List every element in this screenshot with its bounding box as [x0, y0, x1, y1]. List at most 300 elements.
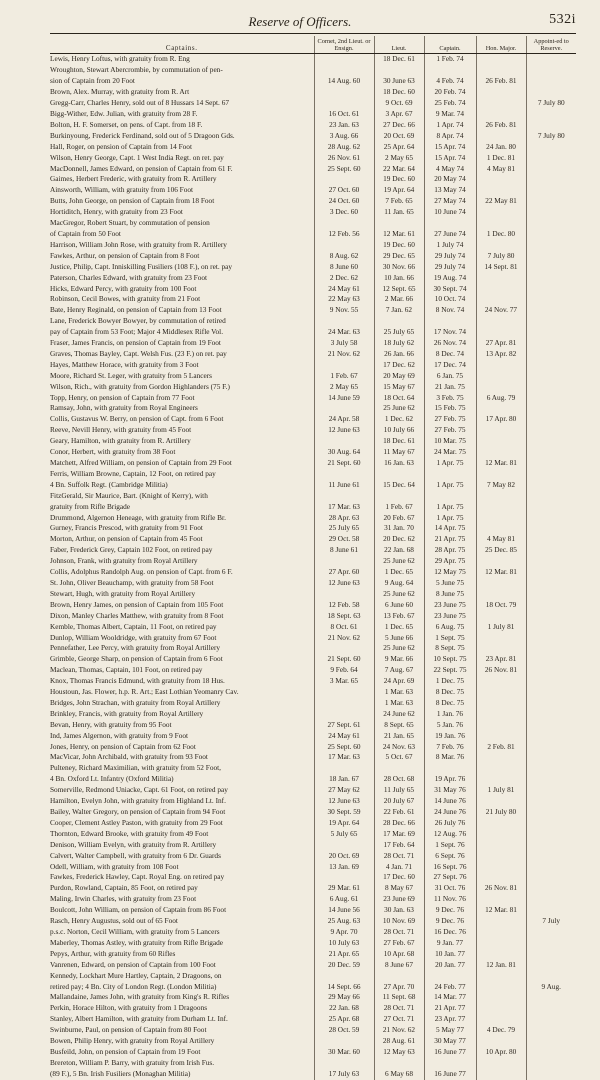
officer-name: Denison, William Evelyn, with gratuity from R. Artillery: [50, 839, 217, 849]
lieut-date: 2 Mar. 66: [374, 294, 424, 305]
table-row: [50, 414, 576, 425]
appointed-date: [526, 589, 576, 600]
captain-date: 29 Apr. 75: [424, 556, 476, 567]
appointed-date: [526, 927, 576, 938]
hon-major-date: [476, 578, 526, 589]
officer-name: 4 Bn. Oxford Lt. Infantry (Oxford Militia): [50, 774, 174, 784]
cornet-date: [314, 971, 374, 982]
lieut-date: 22 Feb. 61: [374, 807, 424, 818]
table-row: [50, 752, 576, 763]
officer-name: Butts, John George, on pension of Captain from 18 Foot: [50, 196, 215, 206]
lieut-date: 11 Jan. 65: [374, 207, 424, 218]
table-row: [50, 316, 576, 327]
officer-name: Reeve, Nevill Henry, with gratuity from 45 Foot: [50, 425, 192, 435]
officer-name: Thornton, Edward Brooke, with gratuity from 49 Foot: [50, 828, 209, 838]
table-row: [50, 862, 576, 873]
cornet-date: 24 Oct. 60: [314, 196, 374, 207]
table-row: [50, 76, 576, 87]
captain-date: 15 Apr. 74: [424, 142, 476, 153]
officer-name: Busfeild, John, on pension of Captain from 19 Foot: [50, 1046, 201, 1056]
appointed-date: [526, 840, 576, 851]
hon-major-date: [476, 131, 526, 142]
appointed-date: [526, 829, 576, 840]
captain-date: 27 Sept. 76: [424, 872, 476, 883]
officer-name: Bate, Henry Reginald, on pension of Captain from 13 Foot: [50, 305, 222, 315]
table-row: [50, 229, 576, 240]
captain-date: 5 June 75: [424, 578, 476, 589]
lieut-date: 1 Dec. 65: [374, 567, 424, 578]
appointed-date: [526, 883, 576, 894]
table-row: [50, 349, 576, 360]
hon-major-date: [476, 796, 526, 807]
hon-major-date: [476, 371, 526, 382]
table-row: [50, 142, 576, 153]
captain-date: 6 Jan. 75: [424, 371, 476, 382]
table-row: [50, 65, 576, 76]
table-row: [50, 131, 576, 142]
appointed-date: [526, 665, 576, 676]
lieut-date: [374, 218, 424, 229]
table-row: [50, 720, 576, 731]
hon-major-date: [476, 360, 526, 371]
appointed-date: [526, 76, 576, 87]
cornet-date: [314, 556, 374, 567]
captain-date: 11 Nov. 76: [424, 894, 476, 905]
hon-major-date: [476, 491, 526, 502]
hon-major-date: 13 Apr. 82: [476, 349, 526, 360]
officer-name: Harrison, William John Rose, with gratuity from R. Artillery: [50, 239, 227, 249]
lieut-date: 1 Mar. 63: [374, 698, 424, 709]
captain-date: 21 Jan. 75: [424, 382, 476, 393]
lieut-date: 25 June 62: [374, 643, 424, 654]
captain-date: 16 June 77: [424, 1047, 476, 1058]
appointed-date: 9 Aug.: [526, 982, 576, 993]
captain-date: 4 May 74: [424, 164, 476, 175]
captain-date: 30 Sept. 74: [424, 284, 476, 295]
captain-date: [424, 469, 476, 480]
cornet-date: 23 Jan. 63: [314, 120, 374, 131]
hon-major-date: [476, 98, 526, 109]
officer-name: p.s.c. Norton, Cecil William, with gratuity from 5 Lancers: [50, 926, 220, 936]
officer-name: Faber, Frederick Grey, Captain 102 Foot, on retired pay: [50, 545, 213, 555]
cornet-date: 21 Apr. 65: [314, 949, 374, 960]
appointed-date: 7 July 80: [526, 131, 576, 142]
officer-name: Purdon, Rowland, Captain, 85 Foot, on retired pay: [50, 883, 198, 893]
table-row: [50, 611, 576, 622]
captain-date: 16 Dec. 76: [424, 927, 476, 938]
captain-date: 1 Dec. 75: [424, 676, 476, 687]
appointed-date: [526, 1058, 576, 1069]
officer-name: Perkin, Horace Hilton, with gratuity from 1 Dragoons: [50, 1003, 208, 1013]
appointed-date: [526, 611, 576, 622]
officer-name: Bridges, John Strachan, with gratuity from Royal Artillery: [50, 697, 221, 707]
table-row: [50, 774, 576, 785]
captain-date: 21 Apr. 75: [424, 534, 476, 545]
lieut-date: 21 Jan. 65: [374, 731, 424, 742]
lieut-date: 22 Mar. 64: [374, 164, 424, 175]
table-row: [50, 665, 576, 676]
cornet-date: 14 June 56: [314, 905, 374, 916]
lieut-date: 18 Dec. 60: [374, 87, 424, 98]
lieut-date: 28 Oct. 68: [374, 774, 424, 785]
table-row: [50, 425, 576, 436]
hon-major-date: 6 Aug. 79: [476, 393, 526, 404]
appointed-date: [526, 1003, 576, 1014]
officer-name: Fawkes, Frederick Hawley, Capt. Royal Eng. on retired pay: [50, 872, 225, 882]
captain-date: 14 Mar. 77: [424, 992, 476, 1003]
officer-name: sion of Captain from 20 Foot: [50, 76, 135, 86]
table-row: [50, 742, 576, 753]
table-row: [50, 872, 576, 883]
lieut-date: 3 Apr. 67: [374, 109, 424, 120]
cornet-date: 29 Oct. 58: [314, 534, 374, 545]
hon-major-date: [476, 513, 526, 524]
appointed-date: [526, 164, 576, 175]
table-row: [50, 818, 576, 829]
captain-date: 1 Apr. 75: [424, 513, 476, 524]
hon-major-date: 1 Dec. 81: [476, 153, 526, 164]
captain-date: 27 June 74: [424, 229, 476, 240]
lieut-date: [374, 316, 424, 327]
hon-major-date: [476, 763, 526, 774]
table-row: [50, 600, 576, 611]
cornet-date: 14 Aug. 60: [314, 76, 374, 87]
appointed-date: [526, 578, 576, 589]
captain-date: 30 May 77: [424, 1036, 476, 1047]
appointed-date: [526, 698, 576, 709]
lieut-date: 29 Dec. 65: [374, 251, 424, 262]
lieut-date: 24 Nov. 63: [374, 742, 424, 753]
cornet-date: 17 Mar. 63: [314, 752, 374, 763]
hon-major-date: 26 Nov. 81: [476, 883, 526, 894]
lieut-date: 20 Oct. 69: [374, 131, 424, 142]
captain-date: 8 Mar. 76: [424, 752, 476, 763]
officer-name: Conor, Herbert, with gratuity from 38 Foot: [50, 447, 176, 457]
appointed-date: [526, 480, 576, 491]
lieut-date: 28 Oct. 71: [374, 851, 424, 862]
hon-major-date: [476, 1058, 526, 1069]
appointed-date: [526, 54, 576, 65]
captain-date: [424, 218, 476, 229]
appointed-date: [526, 327, 576, 338]
cornet-date: 30 Sept. 59: [314, 807, 374, 818]
table-row: [50, 960, 576, 971]
table-row: [50, 763, 576, 774]
hon-major-date: 12 Jan. 81: [476, 960, 526, 971]
hon-major-date: 18 Oct. 79: [476, 600, 526, 611]
hon-major-date: [476, 687, 526, 698]
table-row: [50, 207, 576, 218]
cornet-date: 3 Aug. 66: [314, 131, 374, 142]
appointed-date: [526, 807, 576, 818]
captain-date: 12 Aug. 76: [424, 829, 476, 840]
officer-name: Maberley, Thomas Astley, with gratuity from Rifle Brigade: [50, 937, 223, 947]
captain-date: 8 Dec. 75: [424, 698, 476, 709]
officer-name: Fraser, James Francis, on pension of Captain from 19 Foot: [50, 338, 221, 348]
captain-date: 29 July 74: [424, 251, 476, 262]
lieut-date: 20 Feb. 67: [374, 513, 424, 524]
captain-date: 19 Aug. 74: [424, 273, 476, 284]
officer-name: Graves, Thomas Bayley, Capt. Welsh Fus. (23 F.) on ret. pay: [50, 348, 227, 358]
appointed-date: [526, 469, 576, 480]
table-row: [50, 851, 576, 862]
officer-name: Mallandaine, James John, with gratuity from King's R. Rifles: [50, 992, 230, 1002]
cornet-date: 21 Nov. 62: [314, 349, 374, 360]
officer-name: Grimble, George Sharp, on pension of Captain from 6 Foot: [50, 654, 223, 664]
table-row: [50, 294, 576, 305]
table-row: [50, 883, 576, 894]
appointed-date: [526, 360, 576, 371]
captain-date: [424, 65, 476, 76]
officer-name: Ind, James Algernon, with gratuity from 9 Foot: [50, 730, 189, 740]
hon-major-date: [476, 676, 526, 687]
officer-name: Brown, Henry James, on pension of Captain from 105 Foot: [50, 599, 224, 609]
cornet-date: 16 Oct. 61: [314, 109, 374, 120]
hon-major-date: [476, 1069, 526, 1080]
officer-name: Morton, Arthur, on pension of Captain from 45 Foot: [50, 534, 203, 544]
captain-date: [424, 763, 476, 774]
captain-date: 8 June 75: [424, 589, 476, 600]
cornet-date: 24 Mar. 63: [314, 327, 374, 338]
captain-date: 10 Oct. 74: [424, 294, 476, 305]
officer-name: Ferris, William Browne, Captain, 12 Foot, on retired pay: [50, 468, 216, 478]
officer-name: Pennefather, Lee Percy, with gratuity from Royal Artillery: [50, 643, 221, 653]
captain-date: 9 Dec. 76: [424, 916, 476, 927]
captain-date: 20 May 74: [424, 174, 476, 185]
officer-name: Houstoun, Jas. Flower, h.p. R. Art.; East Lothian Yeomanry Cav.: [50, 687, 239, 697]
cornet-date: 24 Apr. 58: [314, 414, 374, 425]
captain-date: 16 June 77: [424, 1069, 476, 1080]
officer-name: Bevan, Henry, with gratuity from 95 Foot: [50, 719, 172, 729]
officer-name: gratuity from Rifle Brigade: [50, 501, 131, 511]
hon-major-date: [476, 862, 526, 873]
table-row: [50, 371, 576, 382]
cornet-date: [314, 589, 374, 600]
appointed-date: [526, 502, 576, 513]
cornet-date: [314, 1036, 374, 1047]
appointed-date: [526, 545, 576, 556]
appointed-date: [526, 262, 576, 273]
appointed-date: [526, 851, 576, 862]
appointed-date: [526, 513, 576, 524]
cornet-date: [314, 360, 374, 371]
lieut-date: 18 Oct. 64: [374, 393, 424, 404]
appointed-date: [526, 251, 576, 262]
hon-major-date: [476, 109, 526, 120]
cornet-date: 25 Sept. 60: [314, 164, 374, 175]
lieut-date: 18 Dec. 61: [374, 436, 424, 447]
officer-name: retired pay; 4 Bn. City of London Regt. (London Militia): [50, 981, 217, 991]
officer-name: Hayes, Matthew Horace, with gratuity from 3 Foot: [50, 359, 199, 369]
table-row: [50, 164, 576, 175]
cornet-date: [314, 491, 374, 502]
captain-date: 9 Mar. 74: [424, 109, 476, 120]
cornet-date: 3 Mar. 65: [314, 676, 374, 687]
hon-major-date: [476, 382, 526, 393]
cornet-date: 9 Nov. 55: [314, 305, 374, 316]
captain-date: 15 Feb. 75: [424, 403, 476, 414]
hon-major-date: [476, 752, 526, 763]
cornet-date: 12 Feb. 58: [314, 600, 374, 611]
cornet-date: 18 Jan. 67: [314, 774, 374, 785]
table-row: [50, 54, 576, 65]
table-row: [50, 938, 576, 949]
officers-table: [50, 36, 576, 1080]
lieut-date: 28 Aug. 61: [374, 1036, 424, 1047]
appointed-date: [526, 393, 576, 404]
officer-name: Kemble, Thomas Albert, Captain, 11 Foot, on retired pay: [50, 621, 217, 631]
appointed-date: [526, 120, 576, 131]
lieut-date: 18 July 62: [374, 338, 424, 349]
hon-major-date: [476, 436, 526, 447]
lieut-date: [374, 491, 424, 502]
officer-name: pay of Captain from 53 Foot; Major 4 Middlesex Rifle Vol.: [50, 327, 224, 337]
lieut-date: 4 Jan. 71: [374, 862, 424, 873]
appointed-date: [526, 742, 576, 753]
appointed-date: 7 July: [526, 916, 576, 927]
hon-major-date: [476, 523, 526, 534]
cornet-date: 21 Sept. 60: [314, 458, 374, 469]
lieut-date: 27 Dec. 66: [374, 120, 424, 131]
table-row: [50, 829, 576, 840]
table-row: [50, 622, 576, 633]
lieut-date: 7 Aug. 67: [374, 665, 424, 676]
table-row: [50, 643, 576, 654]
hon-major-date: 24 Jan. 80: [476, 142, 526, 153]
cornet-date: [314, 709, 374, 720]
captain-date: 20 Jan. 77: [424, 960, 476, 971]
officer-name: Robinson, Cecil Bowes, with gratuity from 21 Foot: [50, 294, 201, 304]
appointed-date: [526, 458, 576, 469]
captain-date: 29 July 74: [424, 262, 476, 273]
hon-major-date: 7 May 82: [476, 480, 526, 491]
cornet-date: 6 Aug. 61: [314, 894, 374, 905]
appointed-date: [526, 720, 576, 731]
lieut-date: 30 Nov. 66: [374, 262, 424, 273]
hon-major-date: 12 Mar. 81: [476, 458, 526, 469]
captain-date: 14 Apr. 75: [424, 523, 476, 534]
hon-major-date: [476, 556, 526, 567]
cornet-date: 28 Oct. 59: [314, 1025, 374, 1036]
captain-date: 31 May 76: [424, 785, 476, 796]
cornet-date: [314, 436, 374, 447]
cornet-date: 14 Sept. 66: [314, 982, 374, 993]
appointed-date: [526, 796, 576, 807]
lieut-date: 28 Oct. 71: [374, 927, 424, 938]
table-row: [50, 1069, 576, 1080]
cornet-date: 17 July 63: [314, 1069, 374, 1080]
hon-major-date: [476, 731, 526, 742]
hon-major-date: [476, 1014, 526, 1025]
lieut-date: 9 Aug. 64: [374, 578, 424, 589]
lieut-date: 20 Dec. 62: [374, 534, 424, 545]
cornet-date: 9 Apr. 70: [314, 927, 374, 938]
appointed-date: [526, 382, 576, 393]
officer-name: Odell, William, with gratuity from 108 Foot: [50, 861, 179, 871]
captain-date: 20 Feb. 74: [424, 87, 476, 98]
hon-major-date: [476, 1036, 526, 1047]
hon-major-date: [476, 709, 526, 720]
officer-name: Bigg-Wither, Edw. Julian, with gratuity from 28 F.: [50, 109, 198, 118]
header-rule: [50, 33, 576, 34]
officer-name: Ramsay, John, with gratuity from Royal Engineers: [50, 403, 198, 413]
table-row: [50, 633, 576, 644]
table-row: [50, 676, 576, 687]
officer-name: Topp, Henry, on pension of Captain from 77 Foot: [50, 392, 195, 402]
cornet-date: 20 Dec. 59: [314, 960, 374, 971]
captain-date: 1 Apr. 74: [424, 120, 476, 131]
hon-major-date: [476, 840, 526, 851]
hon-major-date: [476, 611, 526, 622]
officer-name: Drummond, Algernon Heneage, with gratuity from Rifle Br.: [50, 512, 226, 522]
hon-major-date: 10 Apr. 80: [476, 1047, 526, 1058]
hon-major-date: [476, 327, 526, 338]
officer-name: Moore, Richard St. Leger, with gratuity from 5 Lancers: [50, 370, 213, 380]
captain-date: 10 Sept. 75: [424, 654, 476, 665]
table-row: [50, 98, 576, 109]
cornet-date: 25 Sept. 60: [314, 742, 374, 753]
appointed-date: [526, 894, 576, 905]
captain-date: 27 May 74: [424, 196, 476, 207]
table-row: [50, 1036, 576, 1047]
table-row: [50, 360, 576, 371]
lieut-date: 6 June 60: [374, 600, 424, 611]
officer-name: Boulcott, John William, on pension of Captain from 86 Foot: [50, 905, 227, 915]
captain-date: [424, 1058, 476, 1069]
cornet-date: 1 Feb. 67: [314, 371, 374, 382]
column-header-captain: Captain.: [424, 36, 476, 54]
lieut-date: 27 Apr. 70: [374, 982, 424, 993]
officer-name: Johnson, Frank, with gratuity from Royal Artillery: [50, 556, 198, 566]
table-row: [50, 196, 576, 207]
hon-major-date: 26 Feb. 81: [476, 120, 526, 131]
officer-name: Calvert, Walter Campbell, with gratuity from 6 Dr. Guards: [50, 850, 221, 860]
cornet-date: 24 May 61: [314, 731, 374, 742]
table-row: [50, 251, 576, 262]
table-row: [50, 262, 576, 273]
cornet-date: 27 Sept. 61: [314, 720, 374, 731]
appointed-date: [526, 109, 576, 120]
appointed-date: [526, 403, 576, 414]
cornet-date: 17 Mar. 63: [314, 502, 374, 513]
appointed-date: [526, 316, 576, 327]
officer-name: Stewart, Hugh, with gratuity from Royal Artillery: [50, 588, 196, 598]
lieut-date: 8 Sept. 65: [374, 720, 424, 731]
cornet-date: 22 Jan. 68: [314, 1003, 374, 1014]
hon-major-date: [476, 949, 526, 960]
appointed-date: [526, 425, 576, 436]
cornet-date: [314, 403, 374, 414]
hon-major-date: [476, 698, 526, 709]
appointed-date: [526, 534, 576, 545]
captain-date: 27 Feb. 75: [424, 414, 476, 425]
officer-name: Cooper, Clement Astley Paston, with gratuity from 29 Foot: [50, 817, 223, 827]
appointed-date: [526, 1036, 576, 1047]
lieut-date: 17 Mar. 69: [374, 829, 424, 840]
captain-date: 17 Nov. 74: [424, 327, 476, 338]
appointed-date: [526, 752, 576, 763]
table-row: [50, 567, 576, 578]
column-header-lieut: Lieut.: [374, 36, 424, 54]
lieut-date: 12 May 63: [374, 1047, 424, 1058]
officer-name: St. John, Oliver Beauchamp, with gratuity from 58 Foot: [50, 577, 214, 587]
cornet-date: 25 July 65: [314, 523, 374, 534]
hon-major-date: [476, 65, 526, 76]
hon-major-date: 7 July 80: [476, 251, 526, 262]
officer-name: Hortiditch, Henry, with gratuity from 23 Foot: [50, 207, 183, 217]
hon-major-date: 1 Dec. 80: [476, 229, 526, 240]
officer-name: Jones, Henry, on pension of Captain from 62 Foot: [50, 741, 196, 751]
